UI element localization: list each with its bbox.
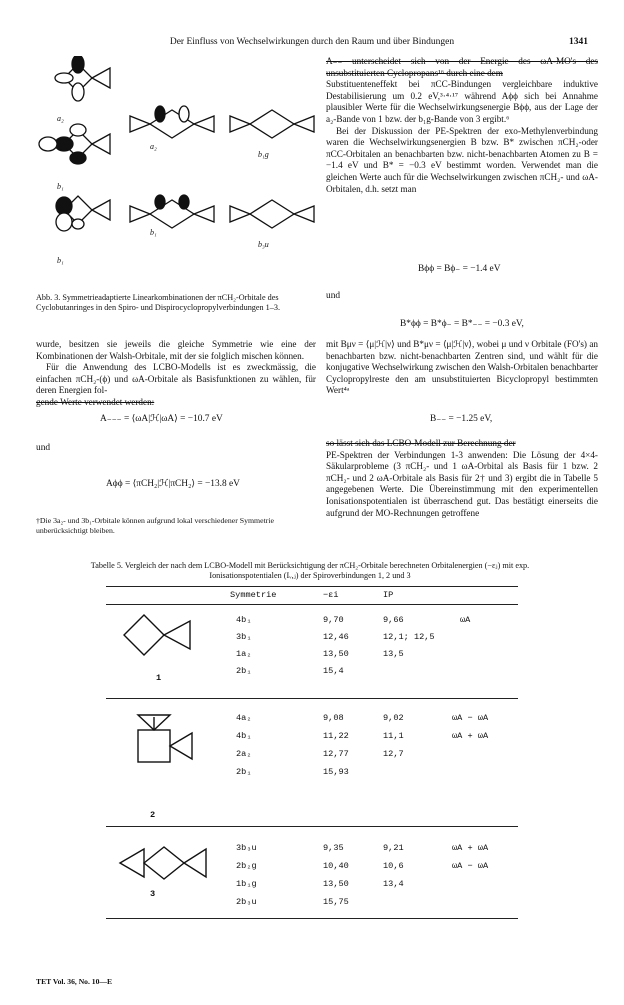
dispiro-b3u-drawing xyxy=(230,200,314,228)
table-row xyxy=(0,713,624,727)
compound-number-1: 1 xyxy=(156,673,162,683)
col-header-eps: −εi xyxy=(323,590,339,600)
cell-eps: 10,40 xyxy=(323,861,349,871)
table-row xyxy=(0,615,624,629)
cell-sym: 3b₁ xyxy=(236,632,252,642)
cell-note: ωA − ωA xyxy=(452,713,489,723)
right-para-4: PE-Spektren der Verbindungen 1-3 anwenden: Die Lösung der 4×4-Säkularprobleme (3 πCH₂- und 1 ωA-Orbital als Basis für 1 bzw. 2 πCH₂- und 2 ωA-Orbitale als Basis für 2† und 3) ergibt die in Tabelle 5 angegebenen Werte. Die Übereinstimmung mit den experimentellen Ionisationspotentialen ist überraschend gut. Das bestätigt einerseits die aufgrund der MO-Rechnungen getroffene xyxy=(326,449,598,518)
right-struck-mid: so lässt sich das LCBO-Modell zur Berechnung der xyxy=(326,438,516,448)
table-row xyxy=(0,879,624,893)
table-row xyxy=(0,632,624,646)
table-rule-bottom xyxy=(106,918,518,919)
cell-eps: 9,70 xyxy=(323,615,344,625)
cell-sym: 2a₂ xyxy=(236,749,252,759)
cell-ip: 12,1; 12,5 xyxy=(383,632,435,642)
cell-eps: 12,46 xyxy=(323,632,349,642)
label-b3u: b₃u xyxy=(258,240,269,249)
cell-sym: 2b₃u xyxy=(236,897,257,907)
cell-sym: 4a₂ xyxy=(236,713,252,723)
right-equation-3: B₋₋ = −1.25 eV, xyxy=(430,414,493,424)
table-row xyxy=(0,861,624,875)
cell-eps: 15,75 xyxy=(323,897,349,907)
right-para-1: Substituenteneffekt bei πCC-Bindungen vergleichbare induktive Destabilisierung um 0.2 eV,³·⁴·¹⁷ während Aϕϕ sich bei Annahme plausibler Werte für die Wechselwirkungsenergie Bϕϕ, aus der Lage der a₂-Bande von 1 bzw. der b₁g-Bande von 3 ergibt.⁶ xyxy=(326,79,598,124)
left-column-text xyxy=(36,339,316,409)
cell-eps: 13,50 xyxy=(323,649,349,659)
cell-sym: 1b₁g xyxy=(236,879,257,889)
dispiro-b1-drawing xyxy=(130,195,214,228)
cell-ip: 10,6 xyxy=(383,861,404,871)
cell-note: ωA + ωA xyxy=(452,843,489,853)
label-b1-left: b₁ xyxy=(57,182,64,191)
left-equation-2: Aϕϕ = ⟨πCH₂|ℋ|πCH₂⟩ = −13.8 eV xyxy=(106,479,240,489)
spiro-b1-drawing-2 xyxy=(56,196,110,231)
structure-2 xyxy=(138,715,192,762)
structure-3 xyxy=(120,847,206,879)
cell-ip: 12,7 xyxy=(383,749,404,759)
orbital-figure xyxy=(30,56,320,288)
spiro-a2-drawing xyxy=(55,56,110,101)
cell-eps: 12,77 xyxy=(323,749,349,759)
cell-ip: 13,4 xyxy=(383,879,404,889)
header-title: Der Einfluss von Wechselwirkungen durch den Raum und über Bindungen xyxy=(169,37,455,47)
left-und: und xyxy=(36,443,51,453)
cell-eps: 9,08 xyxy=(323,713,344,723)
col-header-symmetry: Symmetrie xyxy=(230,590,277,600)
cell-ip: 9,21 xyxy=(383,843,404,853)
cell-eps: 15,4 xyxy=(323,666,344,676)
compound-number-2: 2 xyxy=(150,810,156,820)
left-equation-1: A₋₋₋ = ⟨ωA|ℋ|ωA⟩ = −10.7 eV xyxy=(100,414,223,424)
label-a2-left: a₂ xyxy=(57,114,64,123)
table-row xyxy=(0,666,624,680)
left-para-2: Für die Anwendung des LCBO-Modells ist es zweckmässig, die einfachen πCH₂-(ϕ) und ωA-Orbitale als Basisfunktionen zu wählen, für deren Energien fol- xyxy=(36,362,316,396)
cell-sym: 1a₂ xyxy=(236,649,252,659)
cell-sym: 2b₁ xyxy=(236,767,252,777)
running-header xyxy=(0,37,624,51)
table-row xyxy=(0,897,624,911)
left-para-1: wurde, besitzen sie jeweils die gleiche Symmetrie wie eine der Kombinationen der Walsh-Orbitale, mit der sie folglich mischen können. xyxy=(36,339,316,361)
cell-ip: 11,1 xyxy=(383,731,404,741)
cell-eps: 9,35 xyxy=(323,843,344,853)
cell-eps: 13,50 xyxy=(323,879,349,889)
dispiro-b1g-drawing xyxy=(230,110,314,138)
left-para-2-struck: gende Werte verwendet werden: xyxy=(36,396,155,407)
right-para-3: mit Bμν = ⟨μ|ℋ|ν⟩ und B*μν = ⟨μ|ℋ|ν⟩, wobei μ und ν Orbitale (FO's) an benachbarten bzw. nicht-benachbarten Zentren sind, und wählt für die konjugative Wechselwirkung zwischen den Walsh-Orbitalen benachbarter Cyclopropylreste den am unsubstituierten Bicyclopropyl bestimmten Wert⁴ᵃ xyxy=(326,339,598,396)
col-header-ip: IP xyxy=(383,590,394,600)
table-row xyxy=(0,843,624,857)
label-b1g: b₁g xyxy=(258,150,269,159)
label-a2-mid: a₂ xyxy=(150,142,157,151)
right-column-text-2 xyxy=(326,438,598,519)
cell-sym: 2b₂g xyxy=(236,861,257,871)
table-header-row xyxy=(0,590,624,604)
cell-eps: 15,93 xyxy=(323,767,349,777)
structure-1 xyxy=(124,615,190,655)
footnote: †Die 3a₂- und 3b₁-Orbitale können aufgrund lokal verschiedener Symmetrie unberücksichtigt bleiben. xyxy=(36,516,274,535)
cell-note: ωA xyxy=(460,615,471,625)
right-equation-2: B*ϕϕ = B*ϕ₋ = B*₋₋ = −0.3 eV, xyxy=(400,319,524,329)
cell-sym: 4b₁ xyxy=(236,615,252,625)
cell-sym: 4b₁ xyxy=(236,731,252,741)
table-structures xyxy=(110,605,220,910)
table-rule-top xyxy=(106,586,518,587)
cell-sym: 3b₃u xyxy=(236,843,257,853)
page-footer: TET Vol. 36, No. 10—E xyxy=(36,977,113,986)
cell-note: ωA + ωA xyxy=(452,731,489,741)
table-caption: Tabelle 5. Vergleich der nach dem LCBO-Modell mit Berücksichtigung der πCH₂-Orbitale berechneten Orbitalenergien (−εⱼ) mit exp. Ionisationspotentialen (Iᵥ,ⱼ) der Spiroverbindungen 1, 2 und 3 xyxy=(90,561,530,580)
right-struck-top: A₋₋ unterscheidet sich von der Energie des ωA-MO's des unsubstituierten Cyclopropans¹⁶ durch eine dem xyxy=(326,56,598,78)
table-row xyxy=(0,731,624,745)
label-b1-left-2: b₁ xyxy=(57,256,64,265)
right-column-text xyxy=(326,56,598,195)
compound-number-3: 3 xyxy=(150,889,156,899)
cell-eps: 11,22 xyxy=(323,731,349,741)
label-b1-mid: b₁ xyxy=(150,228,157,237)
cell-note: ωA − ωA xyxy=(452,861,489,871)
table-row xyxy=(0,749,624,763)
right-para-2: Bei der Diskussion der PE-Spektren der exo-Methylenverbindung waren die Wechselwirkungsenergien B bzw. B* zwischen πCH₂-oder πCC-Orbitalen an benachbarten bzw. nicht-benachbarten Atomen zu B = −1.4 eV und B* = −0.3 eV bestimmt worden. Verwendet man die gleichen Werte auch für die Wechselwirkungen zwischen πCH₂- und ωA-Orbitalen, d.h. setzt man xyxy=(326,125,598,194)
page-number: 1341 xyxy=(569,37,588,47)
table-row xyxy=(0,649,624,663)
table-row xyxy=(0,767,624,781)
cell-ip: 9,66 xyxy=(383,615,404,625)
spiro-b1-drawing xyxy=(39,124,110,164)
cell-ip: 9,02 xyxy=(383,713,404,723)
figure-caption: Abb. 3. Symmetrieadaptierte Linearkombinationen der πCH₂-Orbitale des Cyclobutanringes in den Spiro- und Dispirocyclopropylverbindungen 1–3. xyxy=(36,293,280,312)
cell-sym: 2b₁ xyxy=(236,666,252,676)
right-und: und xyxy=(326,291,341,301)
dispiro-a2-drawing xyxy=(130,106,214,138)
right-equation-1: Bϕϕ = Bϕ₋ = −1.4 eV xyxy=(418,264,501,274)
cell-ip: 13,5 xyxy=(383,649,404,659)
